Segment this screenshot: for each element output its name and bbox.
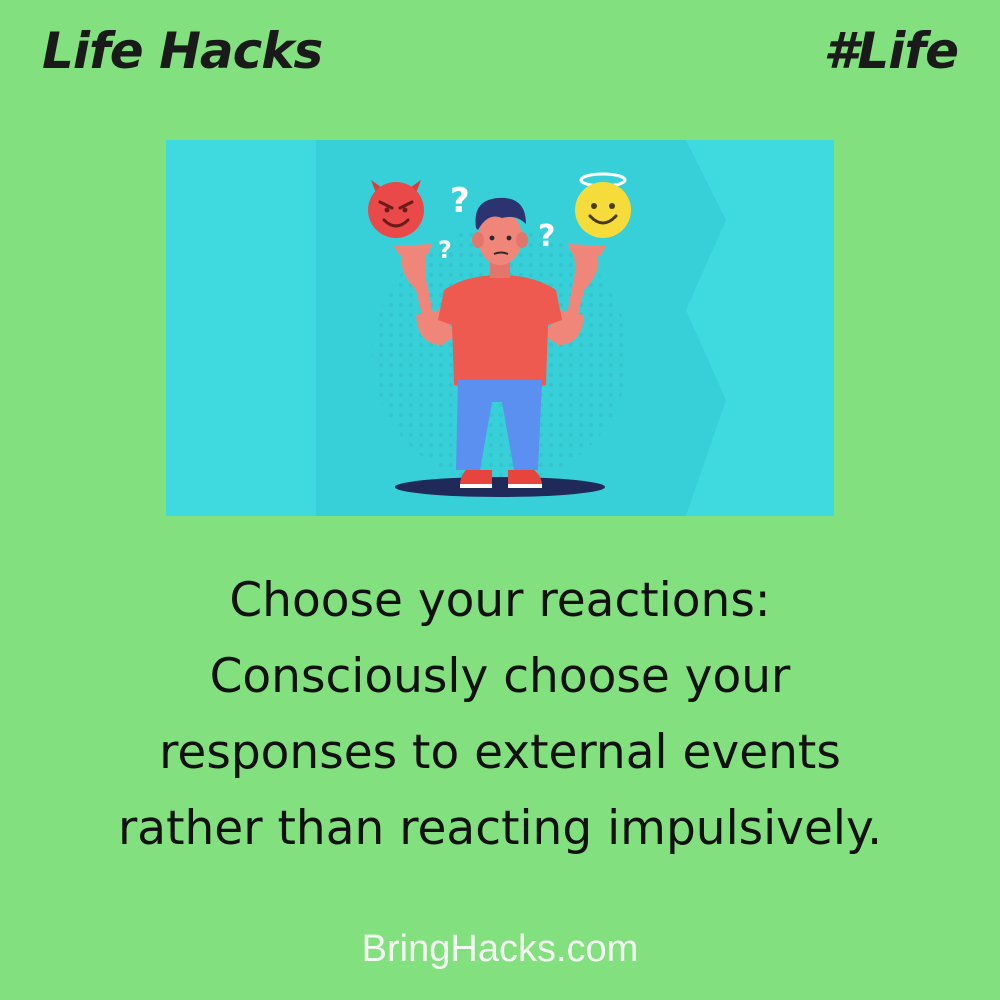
devil-face-icon: [368, 180, 424, 238]
description-line: responses to external events: [159, 725, 841, 780]
hack-description: [40, 563, 960, 867]
confused-person-illustration: [166, 140, 834, 516]
site-watermark: BringHacks.com: [361, 928, 639, 970]
angel-face-icon: [575, 174, 631, 238]
hashtag-label: #Life: [823, 22, 958, 80]
description-line: Consciously choose your: [209, 649, 791, 704]
floor-shadow: [395, 477, 605, 497]
description-line: Choose your reactions:: [229, 573, 771, 628]
question-mark-icon: ?: [538, 219, 556, 254]
description-line: rather than reacting impulsively.: [117, 801, 883, 856]
page-title: Life Hacks: [42, 22, 323, 80]
question-mark-icon: ?: [450, 181, 470, 221]
question-mark-icon: ?: [438, 236, 452, 264]
